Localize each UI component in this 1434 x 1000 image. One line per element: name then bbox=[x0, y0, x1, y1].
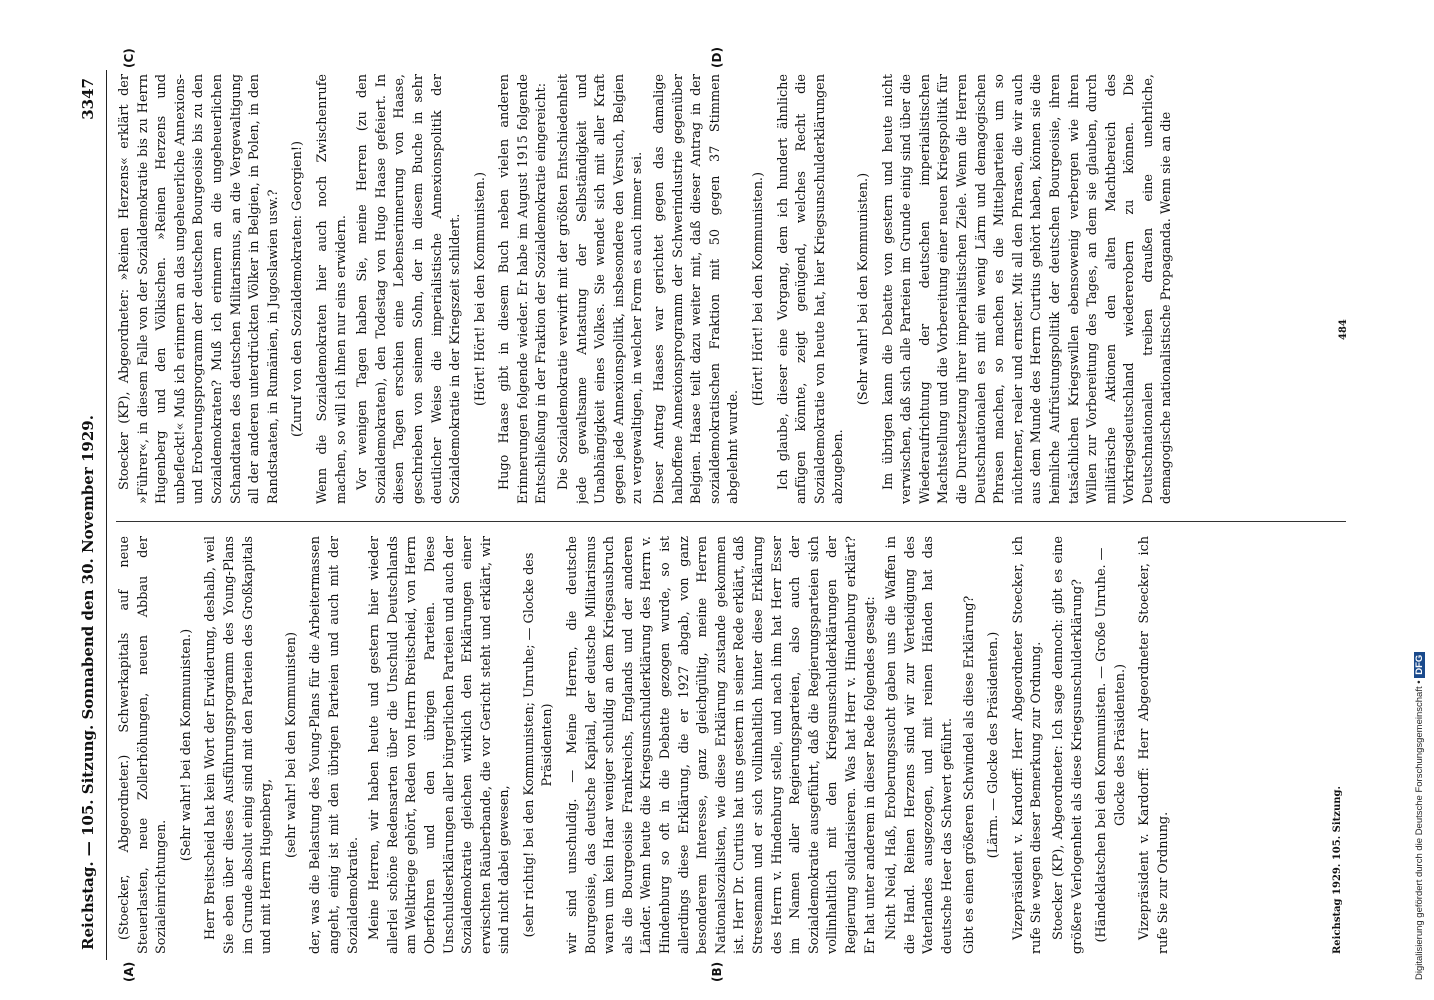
paragraph: Stoecker (KP), Abgeordneter: »Reinen Herzens« erklärt der »Führer«, in diesem Falle von der Sozialdemokratie bis zu Herrn Hugenberg und den Völkischen. »Reinen Herzens und unbefleckt!« Muß ich erinnern an das ungeheuerliche Annexions- und Eroberungsprogramm der deutschen Bourgeoisie bis zu den Sozialdemokraten? Muß ich erinnern an die ungeheuerlichen Schandtaten des deutschen Militarismus, an die Vergewaltigung all der anderen unterdrückten Völker in Belgien, in Polen, in den Randstaaten, in Rumänien, in Jugoslawien usw.? bbox=[117, 74, 281, 504]
paragraph: Vor wenigen Tagen haben Sie, meine Herren (zu den Sozialdemokraten), den Todestag von Hugo Haase gefeiert. In diesen Tagen erschien eine Lebenserinnerung von Haase, geschrieben von seinem Sohn, der in diesem Buche in sehr deutlicher Weise die imperialistische Annexionspolitik der Sozialdemokratie in der Kriegszeit schildert. bbox=[355, 74, 464, 504]
interjection: (Sehr wahr! bei den Kommunisten.) bbox=[855, 172, 871, 406]
margin-marker-d: (D) bbox=[710, 47, 724, 68]
paragraph: Gibt es einen größeren Schwindel als diese Erklärung? bbox=[961, 595, 977, 954]
paragraph: Dieser Antrag Haases war gerichtet gegen das damalige halboffene Annexionsprogramm der Schwerindustrie gegenüber Belgien. Haase teilt dazu weiter mit, daß dieser Antrag in der sozialdemokratischen Fraktion mit 50 gegen 37 Stimmen abgelehnt wurde. bbox=[652, 74, 742, 504]
column-divider bbox=[116, 521, 1346, 522]
interjection: (sehr richtig! bei den Kommunisten; Unruhe; — Glocke des Präsidenten) bbox=[521, 552, 556, 938]
paragraph: Vizepräsident v. Kardorff: Herr Abgeordneter Stoecker, ich rufe Sie zur Ordnung. bbox=[1137, 536, 1171, 954]
paragraph: Herr Breitscheid hat kein Wort der Erwiderung, deshalb, weil Sie eben über dieses Ausführungsprogramm des Young-Plans im Grunde absolut einig sind mit den Parteien des Großkapitals und mit Herrn Hugenberg, bbox=[203, 536, 275, 954]
digitization-credit: Digitalisierung gefördert durch die Deutsche Forschungsgemeinschaft • DFG bbox=[1414, 0, 1428, 980]
rotated-page-content bbox=[70, 47, 1360, 982]
interjection: (Sehr wahr! bei den Kommunisten.) bbox=[178, 628, 194, 862]
paragraph: Im übrigen kann die Debatte von gestern und heute nicht verwischen, daß sich alle Parteien im Grunde einig sind über die Wiederaufrichtung der deutschen imperialistischen Machtstellung und die Vorbereitung einer neuen Kriegspolitik für die Durchsetzung ihrer imperialistischen Ziele. Wenn die Herren Deutschnationalen es mit ein wenig Lärm und demagogischen Phrasen machen, so machen es die Mittelparteien um so nüchterner, realer und ernster. Mit all den Phrasen, die wir auch aus dem Munde des Herrn Curtius gehört haben, können sie die heimliche Aufrüstungspolitik der deutschen Bourgeoisie, ihren tatsächlichen Kriegswillen ebensowenig verbergen wie ihren Willen zur Vorbereitung des Tages, an dem sie glauben, durch militärische Aktionen den alten Machtbereich des Vorkriegsdeutschland wiedererobern zu können. Die Deutschnationalen treiben draußen eine unehrliche, demagogische nationalistische Propaganda. Wenn sie an die bbox=[880, 74, 1175, 504]
footer-note: Reichstag 1929. 105. Sitzung. bbox=[1332, 786, 1343, 954]
dfg-logo: DFG bbox=[1414, 652, 1425, 678]
margin-marker-a: (A) bbox=[122, 961, 136, 982]
paragraph: Wenn die Sozialdemokraten hier auch noch Zwischenrufe machen, so will ich ihnen nur eins erwidern. bbox=[314, 74, 349, 504]
paragraph: Meine Herren, wir haben heute und gestern hier wieder allerlei schöne Redensarten über die Unschuld Deutschlands am Weltkriege gehört, Reden von Herrn Breitscheid, von Herrn Oberfohren und den übrigen Parteien. Diese Unschuldserklärungen aller bürgerlichen Parteien und auch der Sozialdemokratie gleichen wirklich den Erklärungen einer erwischten Räuberbande, die vor Gericht steht und erklärt, wir sind nicht dabei gewesen, bbox=[367, 536, 513, 954]
paragraph: Die Sozialdemokratie verwirft mit der größten Entschiedenheit jede gewaltsame Antastung der Selbständigkeit und Unabhängigkeit eines Volkes. Sie wendet sich mit aller Kraft gegen jede Annexionspolitik, insbesondere den Versuch, Belgien zu vergewaltigen, in welcher Form es auch immer sei. bbox=[556, 74, 646, 504]
interjection: (Händeklatschen bei den Kommunisten. — Große Unruhe. — Glocke des Präsidenten.) bbox=[1094, 547, 1128, 943]
page-header bbox=[70, 70, 107, 960]
page-number: 3347 bbox=[79, 78, 97, 120]
paragraph: wir sind unschuldig. — Meine Herren, die deutsche Bourgeoisie, das deutsche Kapital, der deutsche Militarismus waren um kein Haar weniger schuldig an dem Kriegsausbruch als die Bourgeoisie Frankreichs, Englands und der anderen Länder. Wenn heute die Kriegsunschulderklärung des Herrn v. Hindenburg so oft in die Debatte gezogen wurde, so ist allerdings diese Erklärung, die er 1927 abgab, von ganz besonderem Interesse, ganz gleichgültig, meine Herren Nationalsozialisten, wie diese Erklärung zustande gekommen ist. Herr Dr. Curtius hat uns gestern in seiner Rede erklärt, daß Stresemann und er sich vollinhaltlich hinter diese Erklärung des Herrn v. Hindenburg stelle, und nach ihm hat Herr Esser im Namen aller Regierungsparteien, also auch der Sozialdemokratie ausgeführt, daß die Regierungsparteien sich vollinhaltlich mit den Kriegsunschulderklärungen der Regierung solidarisieren. Was hat Herr v. Hindenburg erklärt? Er hat unter anderem in dieser Rede folgendes gesagt: bbox=[565, 536, 878, 954]
interjection: (Hört! Hört! bei den Kommunisten.) bbox=[472, 172, 488, 407]
credit-text: Digitalisierung gefördert durch die Deutsche Forschungsgemeinschaft bbox=[1414, 686, 1425, 980]
paragraph: Nicht Neid, Haß, Eroberungssucht gaben uns die Waffen in die Hand. Reinen Herzens sind wir zur Verteidigung des Vaterlandes ausgezogen, und mit reinen Händen hat das deutsche Heer das Schwert geführt. bbox=[884, 536, 955, 954]
paragraph: (Stoecker, Abgeordneter.) Schwerkapitals auf neue Steuerlasten, neue Zollerhöhungen, neuen Abbau der Sozialeinrichtungen. bbox=[117, 536, 170, 954]
margin-marker-c: (C) bbox=[122, 48, 136, 68]
interjection: (Hört! Hört! bei den Kommunisten.) bbox=[751, 172, 766, 407]
paragraph: Hugo Haase gibt in diesem Buch neben vielen anderen Erinnerungen folgende wieder. Er habe im August 1915 folgende Entschließung in der Fraktion der Sozialdemokratie eingereicht: bbox=[497, 74, 550, 504]
paragraph: Stoecker (KP), Abgeordneter: Ich sage dennoch: gibt es eine größere Verlogenheit als diese Kriegsunschulderklärung? bbox=[1050, 536, 1085, 954]
text-column-right bbox=[116, 74, 1346, 504]
paragraph: der, was die Belastung des Young-Plans für die Arbeitermassen angeht, einig ist mit den übrigen Parteien und auch mit der Sozialdemokratie. bbox=[308, 536, 361, 954]
text-column-left bbox=[116, 536, 1346, 954]
margin-marker-b: (B) bbox=[710, 961, 724, 982]
interjection: (Lärm. — Glocke des Präsidenten.) bbox=[986, 631, 1002, 859]
running-head: Reichstag. — 105. Sitzung. Sonnabend den 30. November 1929. bbox=[79, 415, 97, 950]
interjection: (sehr wahr! bei den Kommunisten) bbox=[283, 632, 299, 858]
paragraph: Vizepräsident v. Kardorff: Herr Abgeordneter Stoecker, ich rufe Sie wegen dieser Bemerkung zur Ordnung. bbox=[1010, 536, 1045, 954]
sheet-number: 484 bbox=[1338, 319, 1349, 340]
paragraph: Ich glaube, dieser eine Vorgang, dem ich hundert ähnliche anfügen könnte, zeigt genügend, welches Recht die Sozialdemokratie von heute hat, hier Kriegsunschulderklärungen abzugeben. bbox=[775, 74, 847, 504]
interjection: (Zuruf von den Sozialdemokraten: Georgien!) bbox=[290, 141, 306, 437]
